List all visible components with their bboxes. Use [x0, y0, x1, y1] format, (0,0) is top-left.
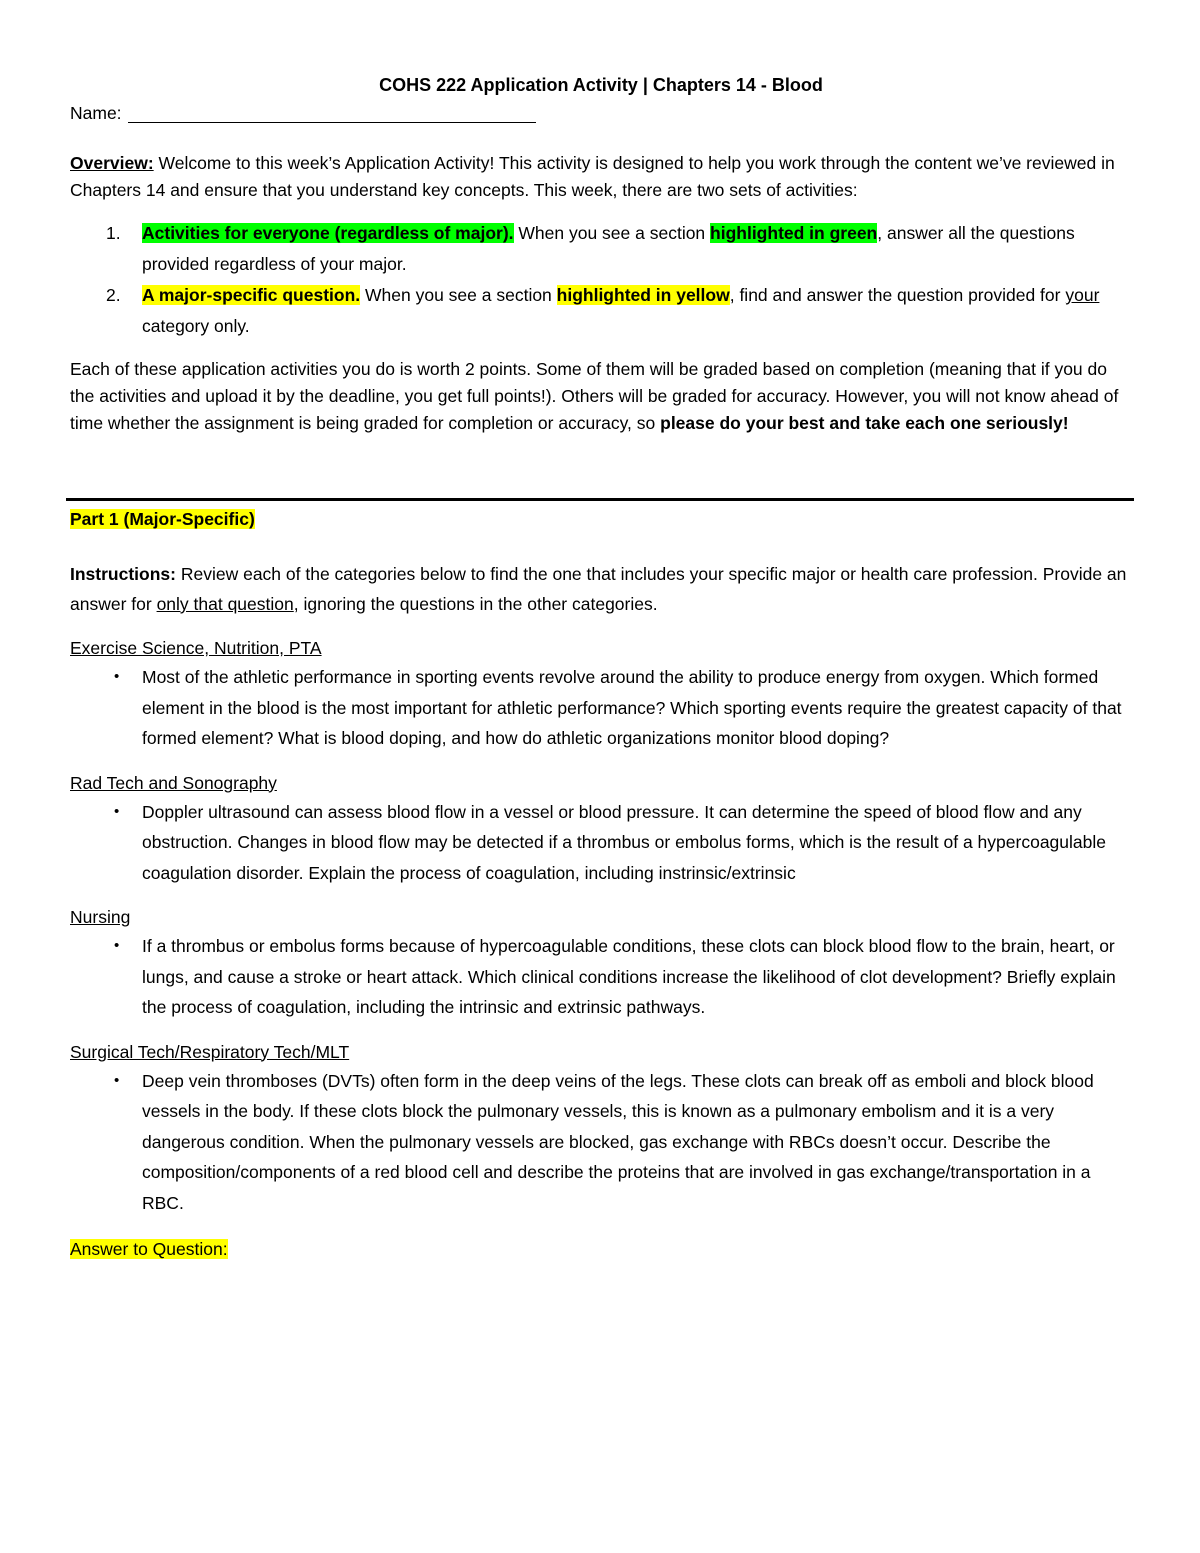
- question-list: [70, 797, 1132, 889]
- category-heading-exercise: Exercise Science, Nutrition, PTA: [70, 638, 322, 658]
- category-heading-nursing: Nursing: [70, 907, 131, 927]
- list-item: [70, 931, 1132, 1023]
- instructions-label: Instructions:: [70, 564, 176, 584]
- green-highlight-text: highlighted in green: [710, 223, 878, 243]
- yellow-highlight-text: highlighted in yellow: [556, 285, 730, 305]
- section-divider: [66, 498, 1134, 501]
- activity-item-everyone: [70, 218, 1132, 280]
- name-field-row: [70, 98, 1132, 128]
- instructions-paragraph: [70, 559, 1132, 619]
- part1-title: Part 1 (Major-Specific): [70, 509, 255, 529]
- activity-post-end: category only.: [142, 316, 250, 336]
- overview-text: Welcome to this week’s Application Activity! This activity is designed to help you work through the content we’ve reviewed in Chapters 14 and ensure that you understand key concepts. This week, there are two sets of activities:: [70, 153, 1115, 200]
- question-list: [70, 1066, 1132, 1219]
- document-header-section: [70, 72, 1132, 437]
- category-heading-radtech: Rad Tech and Sonography: [70, 772, 277, 793]
- name-blank-line[interactable]: [128, 102, 536, 123]
- name-label: Name:: [70, 103, 122, 123]
- category-heading-surgical: Surgical Tech/Respiratory Tech/MLT: [70, 1041, 350, 1062]
- answer-row: [70, 1234, 1132, 1264]
- answer-label: Answer to Question:: [70, 1239, 228, 1259]
- instructions-text: Review each of the categories below to find the one that includes your specific major or health care profession. Provide an answer for: [70, 564, 1127, 614]
- overview-label: Overview:: [70, 153, 154, 173]
- list-number: 2.: [106, 285, 121, 305]
- overview-paragraph: [70, 150, 1132, 204]
- grading-paragraph: [70, 356, 1132, 437]
- list-item: [70, 1066, 1132, 1219]
- list-number: 1.: [106, 223, 121, 243]
- bullet-icon: •: [114, 802, 120, 820]
- list-item: [70, 662, 1132, 754]
- bullet-icon: •: [114, 937, 120, 954]
- activity-post: , find and answer the question provided for: [729, 285, 1066, 305]
- question-text: Most of the athletic performance in sporting events revolve around the ability to produce energy from oxygen. Which formed element in the blood is the most important for athletic performance? Which sporting events require the greatest capacity of that formed element? What is blood doping, and how do athletic organizations monitor blood doping?: [142, 667, 1122, 748]
- activities-list: [70, 218, 1132, 342]
- part1-section: [70, 504, 1132, 1264]
- question-text: Deep vein thromboses (DVTs) often form in the deep veins of the legs. These clots can break off as emboli and block blood vessels in the body. If these clots block the pulmonary vessels, this is known as a pulmonary embolism and it is a very dangerous condition. When the pulmonary vessels are blocked, gas exchange with RBCs doesn’t occur. Describe the composition/components of a red blood cell and describe the proteins that are involved in gas exchange/transportation in a RBC.: [142, 1070, 1094, 1213]
- activity-post: , answer all the questions provided regardless of your major.: [142, 223, 1075, 274]
- bullet-icon: •: [114, 668, 120, 685]
- activity-pre: When you see a section: [513, 223, 711, 243]
- grading-text: Each of these application activities you do is worth 2 points. Some of them will be graded based on completion (meaning that if you do the activities and upload it by the deadline, you get full points!). Others will be graded for accuracy. However, you will not know ahead of time whether the assignment is being graded for completion or accuracy, so: [70, 359, 1119, 433]
- instructions-underlined: only that question: [156, 594, 294, 614]
- question-text: If a thrombus or embolus forms because of hypercoagulable conditions, these clots can block blood flow to the brain, heart, or lungs, and cause a stroke or heart attack. Which clinical conditions increase the likelihood of clot development? Briefly explain the process of coagulation, including the intrinsic and extrinsic pathways.: [142, 936, 1116, 1017]
- question-text: Doppler ultrasound can assess blood flow in a vessel or blood pressure. It can determine the speed of blood flow and any obstruction. Changes in blood flow may be detected if a thrombus or embolus forms, which is the result of a hypercoagulable coagulation disorder. Explain the process of coagulation, including instrinsic/extrinsic: [142, 801, 1106, 883]
- question-list: [70, 662, 1132, 754]
- list-item: [70, 797, 1132, 889]
- activity-pre: When you see a section: [360, 285, 557, 305]
- bullet-icon: •: [114, 1071, 120, 1089]
- activity-lead: Activities for everyone (regardless of major).: [142, 223, 514, 243]
- your-underlined: your: [1065, 285, 1100, 305]
- instructions-text-end: , ignoring the questions in the other categories.: [293, 594, 658, 614]
- activity-lead: A major-specific question.: [142, 285, 361, 305]
- document-title: COHS 222 Application Activity | Chapters 14 - Blood: [379, 75, 823, 95]
- activity-item-major-specific: [70, 280, 1132, 342]
- question-list: [70, 931, 1132, 1023]
- part1-title-row: [70, 504, 1132, 534]
- grading-emphasis: please do your best and take each one seriously!: [660, 413, 1069, 433]
